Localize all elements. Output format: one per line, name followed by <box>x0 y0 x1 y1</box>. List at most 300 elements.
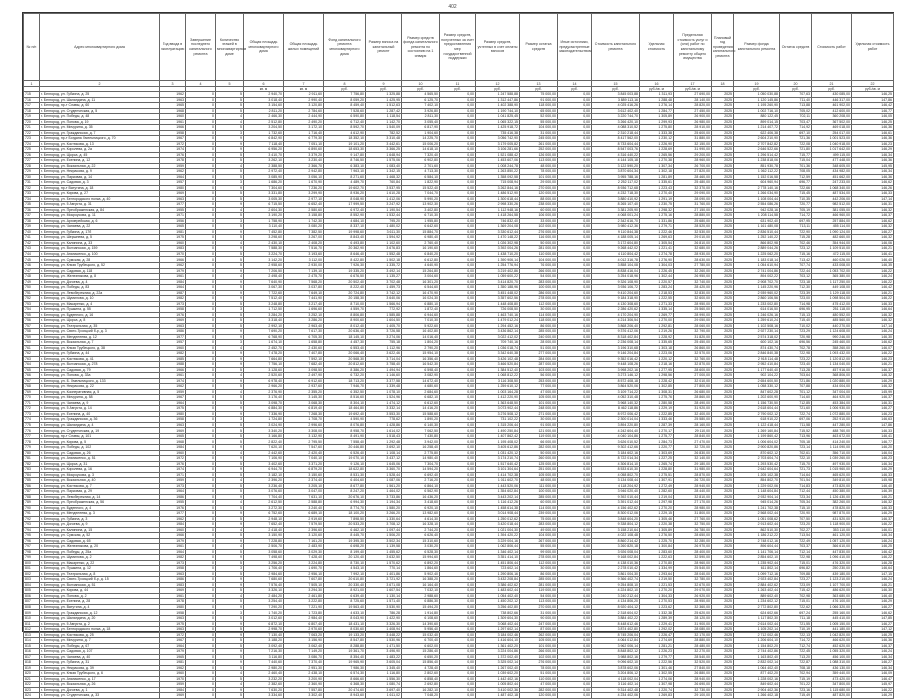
table-cell: 4 543,10 <box>324 566 366 572</box>
table-cell: 1 448 408,80 <box>476 301 520 307</box>
address-cell: г. Белгород, ул. Шумилова, д. 10 <box>40 296 160 302</box>
table-cell: 1 269,83 <box>640 693 674 699</box>
table-cell: 3 942,00 <box>402 439 440 445</box>
table-cell: 702,46 <box>780 240 812 246</box>
table-cell: 3 331,80 <box>244 191 284 197</box>
table-cell: 1 401,86 <box>366 571 402 577</box>
row-number: 755 <box>24 312 40 318</box>
row-number: 818 <box>24 660 40 666</box>
table-cell: 1 276,14 <box>640 103 674 109</box>
table-cell: 8 271,60 <box>324 174 366 180</box>
table-cell: 731 102,22 <box>476 417 520 423</box>
address-cell: г. Белгород, ул. Белгородского полка, д. 40 <box>40 196 160 202</box>
table-cell: 1 463 740,16 <box>476 312 520 318</box>
table-cell: 3 172 604,80 <box>592 240 640 246</box>
table-cell: 712,59 <box>780 174 812 180</box>
table-cell: 146,25 <box>852 119 894 125</box>
table-cell: 0 <box>186 649 216 655</box>
table-cell: 778,62 <box>366 417 402 423</box>
table-cell: 1980 <box>160 604 186 610</box>
table-cell: 0,00 <box>440 389 476 395</box>
unit-cell: руб. <box>558 87 592 92</box>
table-cell: 1961 <box>160 593 186 599</box>
table-cell: 1 263 402,44 <box>734 588 780 594</box>
address-cell: г. Белгород, ул. Макаренко, д. 4 <box>40 301 160 307</box>
table-cell: 1 300,84 <box>640 544 674 550</box>
table-cell: 28 520,00 <box>674 224 712 230</box>
table-cell: 3 377,58 <box>366 378 402 384</box>
table-cell: 0,00 <box>440 279 476 285</box>
column-header: Общая площадь жилых помещений <box>284 14 324 81</box>
table-cell: 32 790,00 <box>674 329 712 335</box>
table-cell: 0,00 <box>440 395 476 401</box>
table-cell: 27 470,00 <box>674 439 712 445</box>
table-cell: 3 106 281,66 <box>476 147 520 153</box>
table-cell: 439 180,00 <box>812 571 852 577</box>
table-cell: 1958 <box>160 130 186 136</box>
table-cell: 3 332,14 <box>366 406 402 412</box>
table-cell: 19 070,10 <box>324 456 366 462</box>
table-cell: 1 130,14 <box>366 593 402 599</box>
table-cell: 472 115,00 <box>812 251 852 257</box>
table-cell: 7 304,70 <box>402 461 440 467</box>
table-cell: 1 228,42 <box>640 378 674 384</box>
table-cell: 1969 <box>160 693 186 699</box>
table-cell: 3 232,20 <box>244 676 284 682</box>
table-cell: 0 <box>186 599 216 605</box>
table-cell: 2025 <box>712 229 734 235</box>
table-cell: 28 930,00 <box>674 251 712 257</box>
table-cell: 0,00 <box>440 505 476 511</box>
table-cell: 703,47 <box>780 119 812 125</box>
address-cell: г. Белгород, ул. Садовая, д. 65 <box>40 538 160 544</box>
table-cell: 1 080,74 <box>366 682 402 688</box>
table-cell: 146,34 <box>852 533 894 539</box>
table-cell: 1 120 145,86 <box>734 97 780 103</box>
table-cell: 3 116 402,14 <box>592 682 640 688</box>
table-cell: 1 474,12 <box>366 400 402 406</box>
table-cell: 710,02 <box>780 323 812 329</box>
table-cell: 25 450,00 <box>674 340 712 346</box>
table-cell: 3 294,30 <box>284 588 324 594</box>
table-cell: 1 220,12 <box>640 356 674 362</box>
unit-cell: руб. <box>592 87 640 92</box>
table-cell: 6 352,50 <box>324 389 366 395</box>
table-cell: 2025 <box>712 147 734 153</box>
table-cell: 1 358 092,58 <box>476 174 520 180</box>
table-cell: 30 000,00 <box>520 307 558 313</box>
table-cell: 0 <box>186 180 216 186</box>
table-cell: 0,00 <box>440 566 476 572</box>
table-cell: 2 418,40 <box>244 527 284 533</box>
table-cell: 2 716,20 <box>402 478 440 484</box>
table-cell: 1 228,69 <box>640 147 674 153</box>
table-cell: 3 262 844,16 <box>476 185 520 191</box>
table-cell: 702,27 <box>780 527 812 533</box>
table-cell: 2025 <box>712 533 734 539</box>
table-cell: 5 <box>216 693 244 699</box>
table-cell: 0,00 <box>558 445 592 451</box>
row-number: 741 <box>24 235 40 241</box>
table-cell: 2025 <box>712 213 734 219</box>
table-cell: 2025 <box>712 257 734 263</box>
table-cell: 285 000,00 <box>520 494 558 500</box>
table-cell: 0 <box>186 693 216 699</box>
table-cell: 2025 <box>712 593 734 599</box>
address-cell: г. Белгород, ул. Шаландина, д. 4 <box>40 422 160 428</box>
table-cell: 1 005 150,00 <box>812 621 852 627</box>
table-cell: 5 <box>216 665 244 671</box>
table-cell: 2025 <box>712 119 734 125</box>
table-cell: 2025 <box>712 445 734 451</box>
table-cell: 1 570,62 <box>366 560 402 566</box>
table-cell: 9 366 402,74 <box>592 577 640 583</box>
address-cell: г. Белгород, ул. Шумилова, д. 2 <box>40 555 160 561</box>
table-cell: 1 066 320,00 <box>812 604 852 610</box>
table-cell: 2025 <box>712 439 734 445</box>
table-cell: 28 460,00 <box>674 174 712 180</box>
table-cell: 2 475,70 <box>284 274 324 280</box>
table-cell: 1 062 112,22 <box>734 169 780 175</box>
table-cell: 3 247,92 <box>366 202 402 208</box>
table-cell: 15 264,80 <box>402 268 440 274</box>
table-cell: 0,00 <box>440 268 476 274</box>
table-cell: 6 978,40 <box>244 378 284 384</box>
table-cell: 6 872,10 <box>244 621 284 627</box>
table-cell: 710,19 <box>780 627 812 633</box>
address-cell: г. Белгород, ул. Победы, д. 102 <box>40 445 160 451</box>
table-cell: 5 <box>216 257 244 263</box>
table-cell: 2 461,80 <box>284 593 324 599</box>
table-cell: 8 030,60 <box>324 627 366 633</box>
table-cell: 368 806,00 <box>812 373 852 379</box>
table-cell: 146,21 <box>852 246 894 252</box>
table-cell: 2025 <box>712 114 734 120</box>
column-header: Размер средств, полученных за счет предоставления мер государственной поддержки <box>440 14 476 81</box>
table-cell: 3 284,20 <box>244 312 284 318</box>
table-cell: 0,00 <box>440 274 476 280</box>
table-cell: 125 000,00 <box>520 461 558 467</box>
table-cell: 9 448 108,26 <box>592 362 640 368</box>
table-cell: 2 580,60 <box>284 207 324 213</box>
table-cell: 3 030,20 <box>402 544 440 550</box>
table-cell: 1 302,18 <box>640 169 674 175</box>
table-cell: 715,45 <box>780 191 812 197</box>
table-cell: 25 580,00 <box>674 417 712 423</box>
table-cell: 0,00 <box>558 411 592 417</box>
table-cell: 146,40 <box>852 483 894 489</box>
table-cell: 2 900 820,86 <box>734 445 780 451</box>
table-cell: 9 147,80 <box>324 152 366 158</box>
table-cell: 1 254 776,94 <box>476 262 520 268</box>
table-cell: 146,32 <box>852 207 894 213</box>
table-cell: 1 238 818,06 <box>734 158 780 164</box>
table-cell: 1 223,06 <box>640 351 674 357</box>
table-cell: 32 150,00 <box>674 141 712 147</box>
table-cell: 4 <box>216 593 244 599</box>
table-cell: 15 522,40 <box>402 185 440 191</box>
table-cell: 0,00 <box>558 660 592 666</box>
table-cell: 3 553,30 <box>366 411 402 417</box>
row-number: 736 <box>24 207 40 213</box>
table-cell: 25 600,00 <box>674 130 712 136</box>
table-cell: 32 400,00 <box>674 411 712 417</box>
table-cell: 0 <box>186 196 216 202</box>
table-cell: 1 540,09 <box>366 125 402 131</box>
table-cell: 0,00 <box>440 527 476 533</box>
table-cell: 2 512,80 <box>244 119 284 125</box>
table-cell: 720,90 <box>780 511 812 517</box>
table-cell: 4 110 804,42 <box>592 251 640 257</box>
row-number: 760 <box>24 340 40 346</box>
table-cell: 0,00 <box>440 92 476 98</box>
table-cell: 1 228,80 <box>640 467 674 473</box>
row-number: 807 <box>24 599 40 605</box>
row-number: 793 <box>24 522 40 528</box>
table-cell: 31 990,00 <box>674 147 712 153</box>
table-cell: 721,60 <box>780 406 812 412</box>
table-cell: 3 004,60 <box>402 274 440 280</box>
table-cell: 1 296 514,42 <box>734 152 780 158</box>
table-cell: 1 039 602,20 <box>476 671 520 677</box>
table-cell: 3 156,90 <box>284 638 324 644</box>
table-cell: 7 161,20 <box>284 538 324 544</box>
table-cell: 0,00 <box>558 274 592 280</box>
table-cell: 0,00 <box>440 560 476 566</box>
table-cell: 6 642,60 <box>402 224 440 230</box>
row-number: 786 <box>24 483 40 489</box>
table-cell: 1 055 320,00 <box>812 649 852 655</box>
table-cell: 2025 <box>712 191 734 197</box>
table-cell: 32 870,00 <box>674 362 712 368</box>
address-cell: г. Белгород, ул. Попова, д. 19 <box>40 119 160 125</box>
table-cell: 7 690,20 <box>244 329 284 335</box>
table-cell: 721,55 <box>780 621 812 627</box>
table-cell: 9 314 402,48 <box>592 687 640 693</box>
table-cell: 7 664,80 <box>244 356 284 362</box>
table-cell: 1 117 802,30 <box>734 615 780 621</box>
table-cell: 0,00 <box>558 467 592 473</box>
table-cell: 252 910,00 <box>812 417 852 423</box>
row-number: 740 <box>24 229 40 235</box>
table-cell: 2 951,30 <box>284 665 324 671</box>
table-cell: 2025 <box>712 649 734 655</box>
table-cell: 276 000,00 <box>520 660 558 666</box>
address-cell: г. Белгород, пр-т Славы, д. 60 <box>40 103 160 109</box>
table-cell: 32 170,00 <box>674 632 712 638</box>
table-cell: 487 820,00 <box>812 693 852 699</box>
table-cell: 28 630,00 <box>674 257 712 263</box>
table-cell: 2 654 600,50 <box>734 378 780 384</box>
table-cell: 469 018,00 <box>812 125 852 131</box>
table-cell: 0 <box>186 577 216 583</box>
table-cell: 28 870,00 <box>674 472 712 478</box>
table-cell: 722,66 <box>780 185 812 191</box>
table-cell: 1 083,40 <box>366 163 402 169</box>
table-cell: 30 000,00 <box>520 417 558 423</box>
address-cell: г. Белгород, ул. Свято-Троицкий б-р, д. 3 <box>40 329 160 335</box>
table-cell: 113 000,00 <box>520 599 558 605</box>
table-cell: 1 102,60 <box>366 240 402 246</box>
table-cell: 9 <box>216 660 244 666</box>
table-cell: 0 <box>186 560 216 566</box>
table-cell: 1 580,20 <box>366 505 402 511</box>
table-cell: 146,22 <box>852 687 894 693</box>
row-number: 777 <box>24 433 40 439</box>
table-cell: 8 459,40 <box>324 103 366 109</box>
table-cell: 270 000,00 <box>520 604 558 610</box>
table-cell: 9 <box>216 147 244 153</box>
table-cell: 487 534,00 <box>812 191 852 197</box>
table-cell: 367 502,00 <box>812 119 852 125</box>
table-cell: 66 000,00 <box>520 439 558 445</box>
table-cell: 1 105 202,14 <box>734 627 780 633</box>
table-cell: 146,31 <box>852 400 894 406</box>
table-cell: 3 112,00 <box>284 257 324 263</box>
table-cell: 2025 <box>712 334 734 340</box>
address-cell: г. Белгород, ул. Калинина, д. 15 <box>40 527 160 533</box>
address-cell: г. Белгород, ул. Чапаева, д. 22 <box>40 224 160 230</box>
table-cell: 8 666,60 <box>324 676 366 682</box>
table-cell: 6 807,40 <box>284 621 324 627</box>
table-cell: 1955 <box>160 207 186 213</box>
table-cell: 1974 <box>160 378 186 384</box>
table-cell: 1959 <box>160 478 186 484</box>
table-cell: 3 442,61 <box>366 141 402 147</box>
table-cell: 0,00 <box>558 621 592 627</box>
table-cell: 6 715,50 <box>244 202 284 208</box>
unit-cell: руб. <box>476 87 520 92</box>
table-cell: 7 336,90 <box>244 411 284 417</box>
table-cell: 772,92 <box>366 307 402 313</box>
table-cell: 1 005 802,44 <box>476 682 520 688</box>
table-cell: 1 872,40 <box>402 307 440 313</box>
table-cell: 8 860 214,42 <box>592 538 640 544</box>
row-number: 774 <box>24 417 40 423</box>
table-cell: 9 <box>216 582 244 588</box>
table-cell: 3 132,90 <box>284 433 324 439</box>
address-cell: г. Белгород, ул. Ватутина, д. 4 <box>40 604 160 610</box>
table-cell: 987 870,00 <box>812 511 852 517</box>
table-cell: 0,00 <box>558 97 592 103</box>
table-cell: 705,18 <box>780 439 812 445</box>
table-cell: 6 972,40 <box>324 207 366 213</box>
table-cell: 0,00 <box>440 593 476 599</box>
address-cell: г. Белгород, ул. Железнякова, д. 8 <box>40 274 160 280</box>
address-cell: г. Белгород, ул. Щорса, д. 31 <box>40 461 160 467</box>
address-cell: г. Белгород, ул. Костюкова, д. 7 <box>40 483 160 489</box>
table-cell: 1 186 212,22 <box>734 533 780 539</box>
table-cell: 0,00 <box>558 218 592 224</box>
table-cell: 0,00 <box>558 682 592 688</box>
table-cell: 0,00 <box>440 251 476 257</box>
row-number: 733 <box>24 191 40 197</box>
table-cell: 267 000,00 <box>520 538 558 544</box>
address-cell: г. Белгород, ул. Вокзальная, д. 7 <box>40 340 160 346</box>
row-number: 761 <box>24 345 40 351</box>
table-cell: 710,35 <box>780 196 812 202</box>
table-cell: 1964 <box>160 400 186 406</box>
table-cell: 2025 <box>712 621 734 627</box>
table-cell: 3 267,00 <box>284 235 324 241</box>
table-cell: 3 889 113,16 <box>592 97 640 103</box>
table-cell: 4 316 440,22 <box>592 152 640 158</box>
table-cell: 3 537,95 <box>366 185 402 191</box>
column-header: № п/п <box>24 14 40 81</box>
address-cell: г. Белгород, ул. Студенческая, д. 5 <box>40 108 160 114</box>
row-number: 762 <box>24 351 40 357</box>
table-cell: 1959 <box>160 682 186 688</box>
table-cell: 28 060,00 <box>674 323 712 329</box>
table-cell: 0 <box>186 549 216 555</box>
table-cell: 0 <box>186 356 216 362</box>
table-cell: 146,34 <box>852 461 894 467</box>
table-cell: 1 229,41 <box>640 621 674 627</box>
table-cell: 146,23 <box>852 456 894 462</box>
table-cell: 3 220 744,70 <box>592 114 640 120</box>
table-cell: 7 370,40 <box>284 660 324 666</box>
table-cell: 0,00 <box>440 417 476 423</box>
table-cell: 6 920,10 <box>402 505 440 511</box>
table-cell: 8 936 712,68 <box>592 185 640 191</box>
table-cell: 100 000,00 <box>520 489 558 495</box>
table-cell: 114 000,00 <box>520 505 558 511</box>
column-header: Адрес многоквартирного дома <box>40 14 160 81</box>
table-cell: 5 <box>216 367 244 373</box>
address-cell: г. Белгород, ул. Волчанская, д. 159 <box>40 246 160 252</box>
table-cell: 118 000,00 <box>520 103 558 109</box>
row-number: 730 <box>24 174 40 180</box>
table-cell: 120 000,00 <box>520 191 558 197</box>
table-cell: 1960 <box>160 527 186 533</box>
table-cell: 2 701,60 <box>402 163 440 169</box>
table-cell: 8 552,90 <box>324 213 366 219</box>
table-cell: 2025 <box>712 185 734 191</box>
table-cell: 1982 <box>160 351 186 357</box>
table-cell: 1 269 160,84 <box>734 428 780 434</box>
table-cell: 8 048,90 <box>324 196 366 202</box>
table-cell: 0,00 <box>440 318 476 324</box>
table-cell: 147,85 <box>852 615 894 621</box>
table-cell: 8 288,80 <box>324 643 366 649</box>
table-cell: 3 134 008,44 <box>592 478 640 484</box>
table-cell: 703,64 <box>780 373 812 379</box>
table-cell: 1 334,99 <box>640 566 674 572</box>
table-cell: 1 115 680,00 <box>812 687 852 693</box>
table-cell: 146,22 <box>852 296 894 302</box>
table-cell: 32 370,00 <box>674 185 712 191</box>
address-cell: г. Белгород, ул. Победы, д. 67 <box>40 643 160 649</box>
table-cell: 349 810,00 <box>812 478 852 484</box>
table-cell: 9 <box>216 185 244 191</box>
table-cell: 20 533,20 <box>324 522 366 528</box>
table-cell: 282 000,00 <box>520 687 558 693</box>
address-cell: г. Белгород, ул. Левобережная, д. 22а <box>40 290 160 296</box>
table-cell: 0 <box>186 114 216 120</box>
table-cell: 147,14 <box>852 196 894 202</box>
table-cell: 14 390,60 <box>402 621 440 627</box>
table-cell: 32 750,00 <box>674 522 712 528</box>
row-number: 720 <box>24 119 40 125</box>
table-cell: 0,00 <box>440 130 476 136</box>
table-cell: 696,77 <box>780 180 812 186</box>
table-cell: 25 560,00 <box>674 307 712 313</box>
table-cell: 3 330 612,44 <box>476 229 520 235</box>
table-cell: 0 <box>186 428 216 434</box>
table-cell: 2 811,30 <box>402 114 440 120</box>
table-cell: 2025 <box>712 627 734 633</box>
table-cell: 4 025 416,26 <box>592 103 640 109</box>
